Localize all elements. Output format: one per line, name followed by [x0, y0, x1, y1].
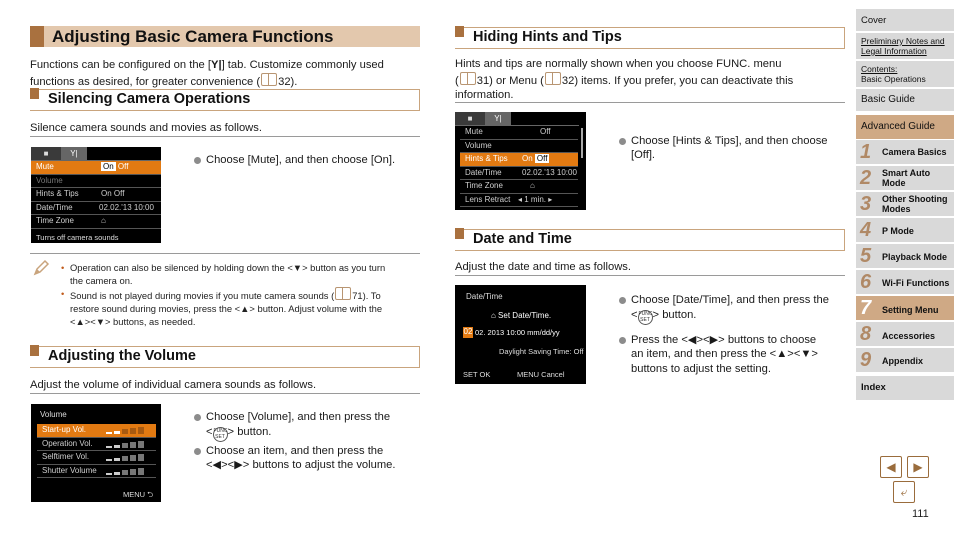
intro-ref[interactable]: 32: [278, 75, 291, 88]
book-icon: [545, 72, 561, 85]
intro-line2: functions as desired, for greater convenience (: [30, 75, 261, 88]
divider: [30, 136, 420, 137]
func-set-icon: FUNC SET: [213, 427, 228, 440]
camera-screen-title: Date/Time: [466, 292, 503, 301]
intro-paragraph: [30, 58, 420, 89]
volume-description: Adjust the volume of individual camera sounds as follows.: [30, 379, 317, 391]
menu-row: Mute On Off: [31, 161, 161, 175]
note-ref[interactable]: 71). To: [352, 290, 381, 301]
volume-row: Selftimer Vol.: [37, 451, 156, 465]
camera-screen-mute: [31, 147, 161, 243]
note-item: • Operation can also be silenced by holding down the <▼> button as you turn the camera on.: [61, 261, 421, 287]
notes: [61, 261, 421, 328]
camera-screen-hints: [455, 112, 586, 210]
sidebar-item-contents[interactable]: Contents: Basic Operations: [856, 61, 954, 87]
date-line: 02. 2013 10:00 mm/dd/yy: [475, 328, 560, 337]
hints-paragraph: Hints and tips are normally shown when you choose FUNC. menu ( 31) or Menu ( 32) items. If you prefer, you can deactivate this information.: [455, 58, 794, 101]
menu-row: Mute Off: [460, 126, 578, 140]
section-heading-datetime: [455, 230, 845, 251]
camera-footer-text: Turns off camera sounds: [36, 233, 119, 242]
page-number: 111: [912, 508, 929, 520]
datetime-step: Choose [Date/Time], and then press the <FUNC SET > button.: [618, 293, 848, 325]
sidebar-chapter-4[interactable]: 4 P Mode: [856, 218, 954, 242]
section-heading-silencing: [30, 90, 420, 111]
datetime-description: Adjust the date and time as follows.: [455, 261, 631, 273]
book-icon: [335, 287, 351, 300]
tools-tab-icon: Y|: [61, 147, 87, 160]
divider: [455, 102, 845, 103]
silencing-description: Silence camera sounds and movies as follows.: [30, 122, 262, 134]
sidebar-item-basic-guide[interactable]: Basic Guide: [856, 89, 954, 111]
menu-row: Time Zone ⌂: [31, 215, 161, 229]
menu-row: Time Zone ⌂: [460, 180, 578, 194]
note-item: • Sound is not played during movies if you mute camera sounds ( 71). To restore sound during movies, press the <▲> button. Adjust volume with the <▲><▼> buttons, as needed.: [61, 287, 421, 328]
intro-line1-end: ] tab. Customize commonly used: [221, 59, 384, 71]
volume-row: Start-up Vol.: [37, 424, 156, 438]
volume-step: Choose an item, and then press the <◀><▶> buttons to adjust the volume.: [193, 444, 423, 473]
divider: [30, 393, 420, 394]
sidebar-chapter-5[interactable]: 5 Playback Mode: [856, 244, 954, 268]
book-icon: [460, 72, 476, 85]
volume-steps: [193, 410, 423, 473]
sidebar-item-cover[interactable]: Cover: [856, 9, 954, 31]
sidebar-nav: [856, 0, 954, 534]
return-button[interactable]: ⤶: [893, 481, 915, 503]
selected-field: 02: [463, 327, 473, 336]
menu-row: Volume: [460, 140, 578, 154]
camera-screen-volume: [31, 404, 161, 502]
sidebar-item-index[interactable]: Index: [856, 376, 954, 400]
scrollbar: [581, 128, 583, 158]
previous-page-button[interactable]: ◀: [880, 456, 902, 478]
sidebar-chapter-1[interactable]: 1 Camera Basics: [856, 140, 954, 164]
next-page-button[interactable]: ▶: [907, 456, 929, 478]
volume-step: Choose [Volume], and then press the <FUNC SET > button.: [193, 410, 423, 442]
page-title: [30, 26, 420, 47]
sidebar-chapter-8[interactable]: 8 Accessories: [856, 322, 954, 346]
datetime-step: Press the <◀><▶> buttons to choose an item, and then press the <▲><▼> buttons to adjust the setting.: [618, 333, 848, 377]
sidebar-chapter-6[interactable]: 6 Wi-Fi Functions: [856, 270, 954, 294]
hints-ref1[interactable]: 31) or Menu (: [476, 74, 544, 87]
heading-text: Hiding Hints and Tips: [473, 29, 622, 45]
heading-marker: [455, 26, 464, 37]
pencil-icon: [32, 259, 50, 277]
page-title-text: Adjusting Basic Camera Functions: [52, 27, 334, 46]
ok-label: SET OK: [463, 370, 491, 379]
cancel-label: MENU Cancel: [517, 370, 565, 379]
heading-text: Silencing Camera Operations: [48, 91, 251, 107]
tools-tab-icon: Y|: [485, 112, 511, 125]
set-date-label: ⌂ Set Date/Time.: [491, 311, 552, 320]
volume-row: Operation Vol.: [37, 438, 156, 452]
volume-row: Shutter Volume: [37, 465, 156, 479]
intro-line2-end: ).: [290, 75, 298, 88]
silencing-step: Choose [Mute], and then choose [On].: [193, 153, 954, 168]
menu-row: Hints & Tips On Off: [31, 188, 161, 202]
heading-marker: [455, 228, 464, 239]
section-heading-hints: [455, 28, 845, 49]
sidebar-chapter-7[interactable]: 7 Setting Menu: [856, 296, 954, 320]
menu-row: Date/Time 02.02.'13 10:00: [31, 202, 161, 216]
camera-tab-icon: ■: [31, 147, 61, 160]
hints-step: Choose [Hints & Tips], and then choose [Off].: [618, 134, 954, 163]
sidebar-item-advanced-guide[interactable]: Advanced Guide: [856, 115, 954, 139]
camera-screen-title: Volume: [40, 410, 67, 419]
heading-marker: [30, 88, 39, 99]
section-heading-volume: [30, 347, 420, 368]
camera-screen-datetime: [455, 285, 586, 384]
sidebar-chapter-3[interactable]: 3 Other Shooting Modes: [856, 192, 954, 216]
dst-label: Daylight Saving Time: Off: [499, 347, 584, 356]
title-marker: [30, 26, 44, 47]
tools-tab-icon: Y|: [210, 59, 222, 71]
divider: [30, 253, 420, 254]
camera-footer-text: MENU ⮌: [123, 490, 154, 499]
menu-row: Date/Time 02.02.'13 10:00: [460, 167, 578, 181]
heading-text: Adjusting the Volume: [48, 348, 196, 364]
camera-tab-icon: ■: [455, 112, 485, 125]
book-icon: [261, 73, 277, 86]
menu-row: Lens Retract ◂ 1 min. ▸: [460, 194, 578, 208]
datetime-steps: [618, 293, 848, 376]
menu-row: Hints & Tips On Off: [460, 153, 578, 167]
sidebar-chapter-2[interactable]: 2 Smart Auto Mode: [856, 166, 954, 190]
intro-line1: Functions can be configured on the [: [30, 59, 211, 71]
divider: [455, 275, 845, 276]
heading-marker: [30, 345, 39, 356]
func-set-icon: FUNC SET: [638, 310, 653, 323]
heading-text: Date and Time: [473, 231, 572, 247]
sidebar-item-preliminary[interactable]: Preliminary Notes and Legal Information: [856, 33, 954, 59]
sidebar-chapter-9[interactable]: 9 Appendix: [856, 348, 954, 372]
menu-row: Volume: [31, 175, 161, 189]
hints-ref2[interactable]: 32) items. If you prefer, you can deactivate this: [561, 74, 794, 87]
